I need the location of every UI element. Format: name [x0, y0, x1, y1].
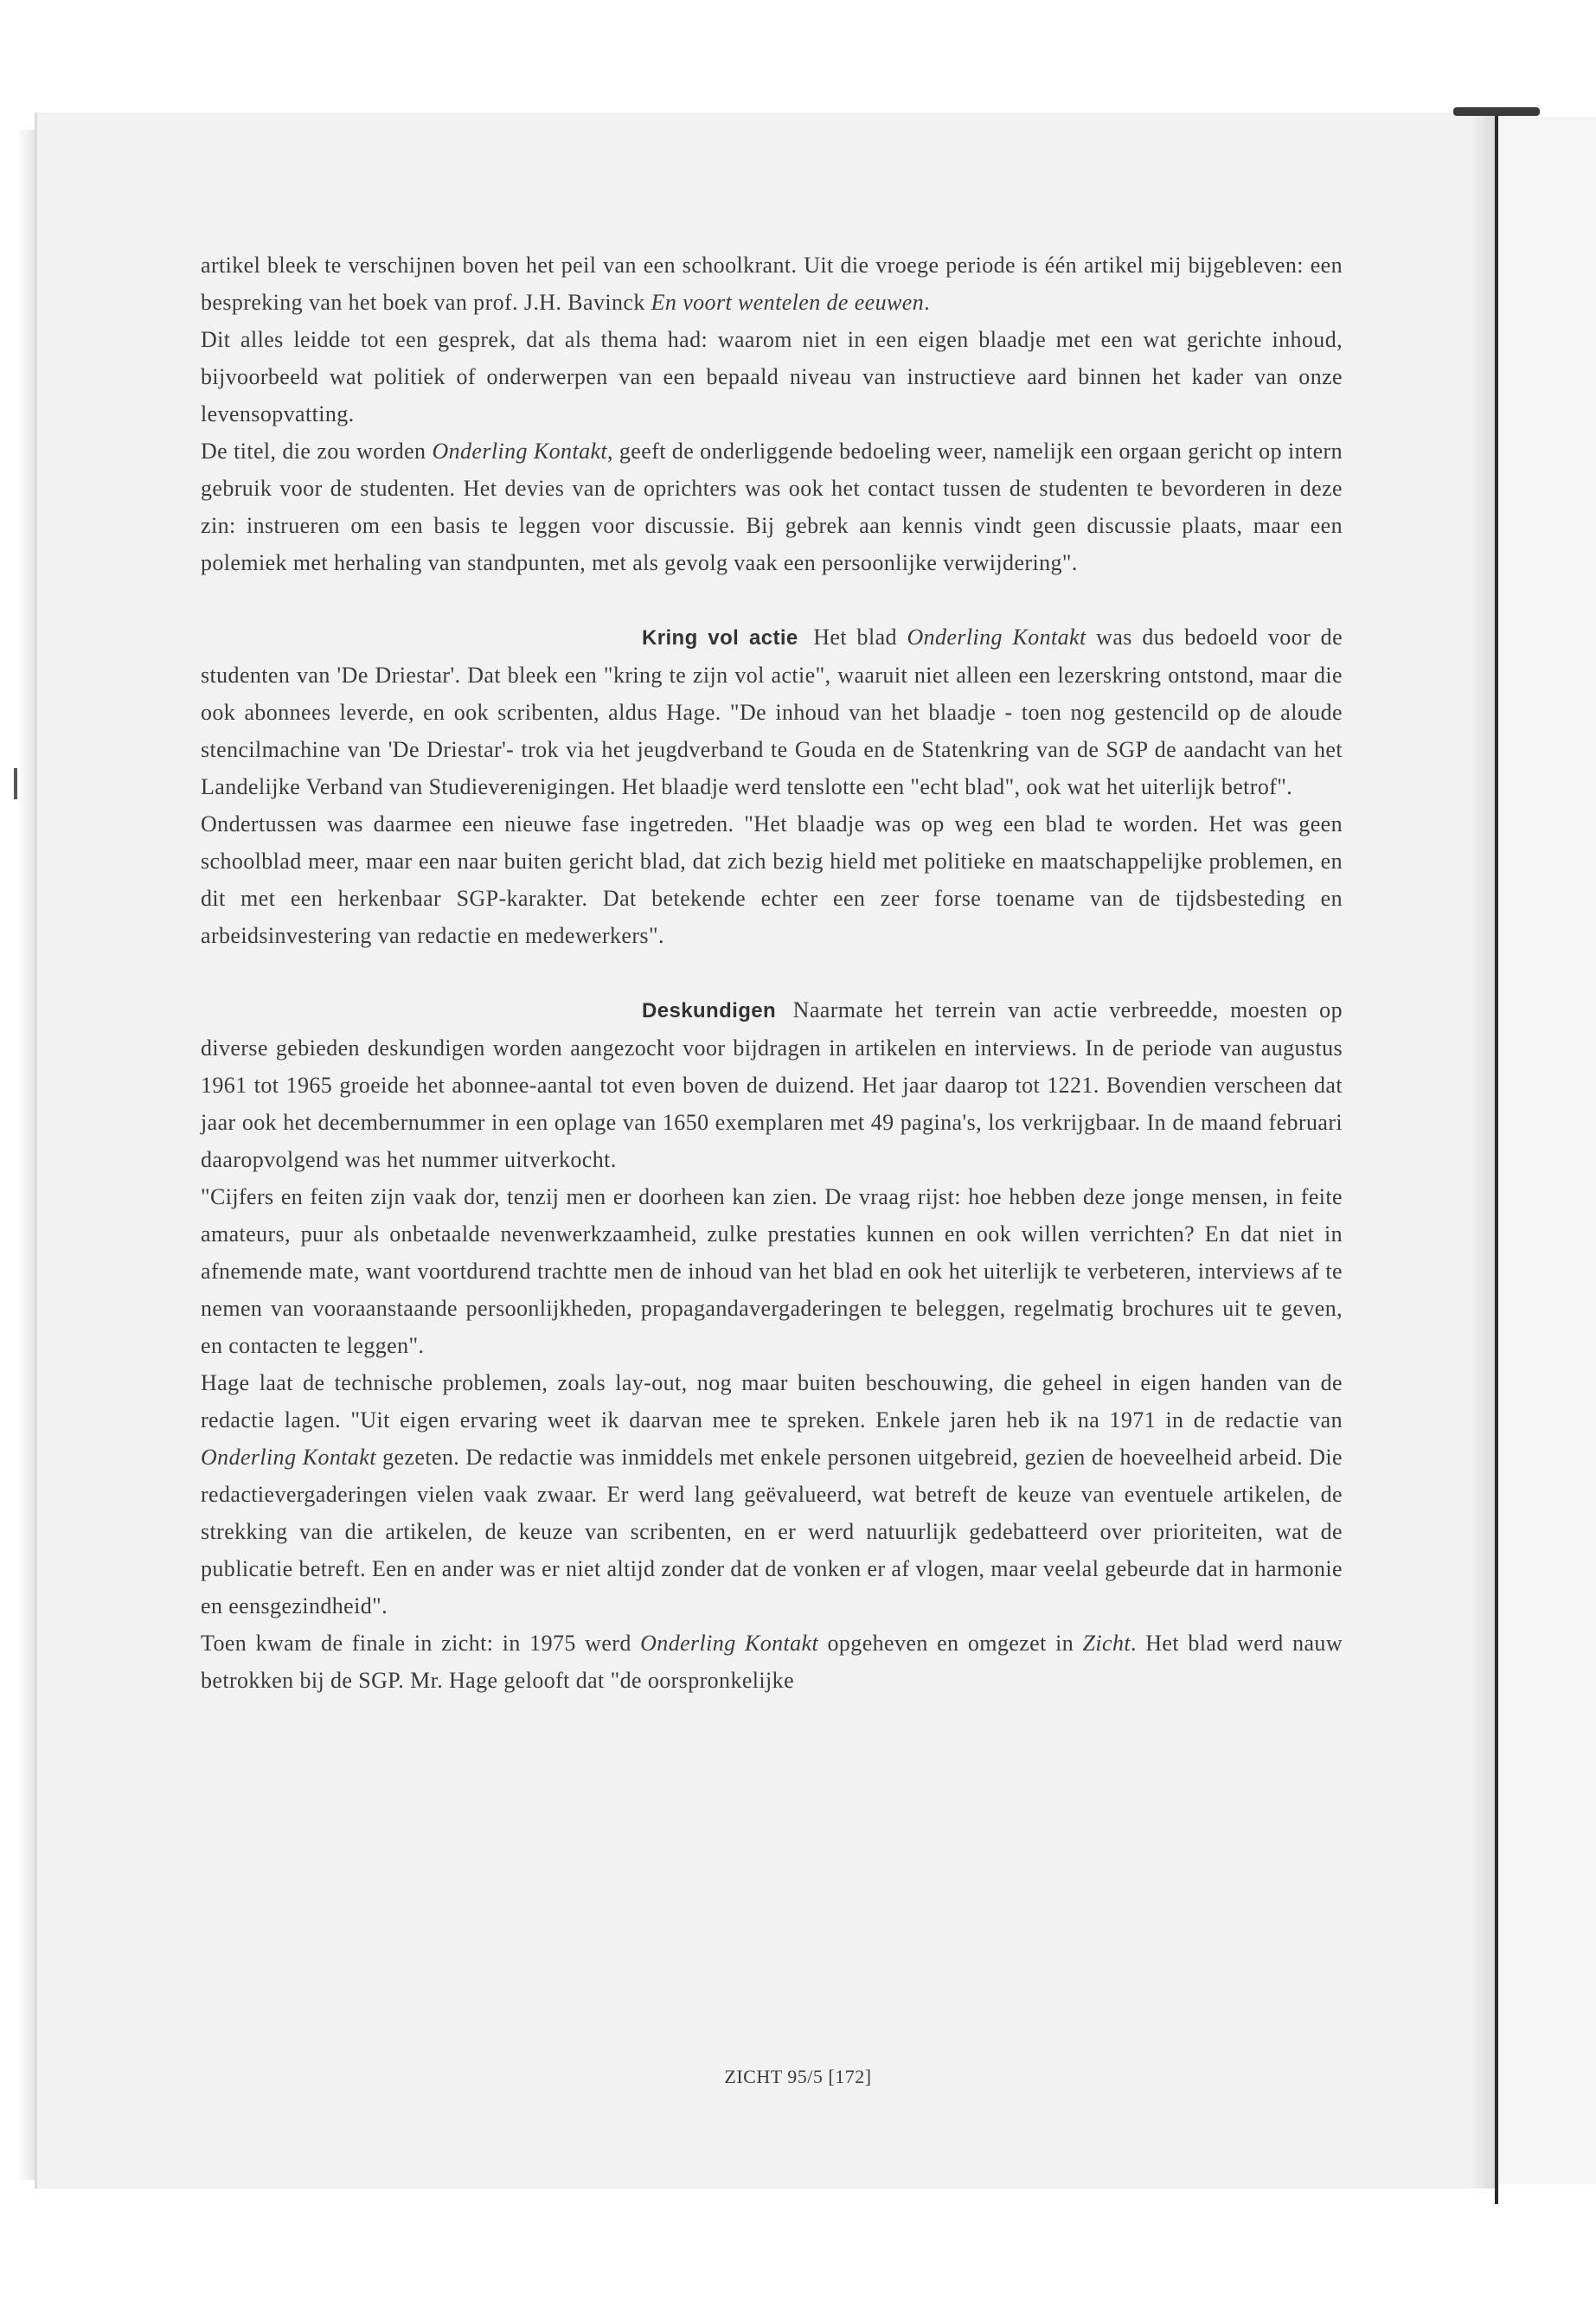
paragraph: Deskundigen Naarmate het terrein van actie verbreedde, moesten op diverse gebieden deskundigen worden aangezocht voor bijdragen in artikelen en interviews. In de periode van augustus 1961 tot 1965 groeide het abonnee-aantal tot even boven de duizend. Het jaar daarop tot 1221. Bovendien verscheen dat jaar ook het decembernummer in een oplage van 1650 exemplaren met 49 pagina's, los verkrijgbaar. In de maand februari daaropvolgend was het nummer uitverkocht.	[201, 997, 1343, 1172]
margin-mark	[14, 768, 17, 799]
binding-clip	[1453, 107, 1540, 116]
magazine-title: Onderling Kontakt	[432, 439, 608, 464]
section-kring-vol-actie	[201, 619, 1343, 954]
article-body	[201, 247, 1343, 1699]
paragraph: "Cijfers en feiten zijn vaak dor, tenzij men er doorheen kan zien. De vraag rijst: hoe hebben deze jonge mensen, in feite amateurs, puur als onbetaalde nevenwerkzaamheid, zulke prestaties kunnen en ook willen verrichten? En dat niet in afnemende mate, want voortdurend trachtte men de inhoud van het blad en ook het uiterlijk te verbeteren, interviews af te nemen van vooraanstaande persoonlijkheden, propagandavergaderingen te beleggen, regelmatig brochures uit te geven, en contacten te leggen".	[201, 1184, 1343, 1358]
book-title: En voort wentelen de eeuwen	[651, 290, 925, 315]
paragraph: Dit alles leidde tot een gesprek, dat als thema had: waarom niet in een eigen blaadje met een wat gerichte inhoud, bijvoorbeeld wat politiek of onderwerpen van een bepaald niveau van instructieve aard binnen het kader van onze levensopvatting.	[201, 327, 1343, 426]
spine-shading	[1471, 112, 1495, 2189]
page-edge-shadow	[17, 130, 35, 2180]
section-heading: Kring vol actie	[642, 626, 798, 650]
paragraph: Toen kwam de finale in zicht: in 1975 werd Onderling Kontakt opgeheven en omgezet in Zicht. Het blad werd nauw betrokken bij de SGP. Mr. Hage gelooft dat "de oorspronkelijke	[201, 1631, 1343, 1693]
magazine-title: Onderling Kontakt	[640, 1631, 819, 1656]
section-deskundigen	[201, 991, 1343, 1699]
paragraph: Kring vol actie Het blad Onderling Kontakt was dus bedoeld voor de studenten van 'De Driestar'. Dat bleek een "kring te zijn vol actie", waaruit niet alleen een lezerskring ontstond, maar die ook abonnees leverde, en ook scribenten, aldus Hage. "De inhoud van het blaadje - toen nog gestencild op de aloude stencilmachine van 'De Driestar'- trok via het jeugdverband te Gouda en de Statenkring van de SGP de aandacht van het Landelijke Verband van Studieverenigingen. Het blaadje werd tenslotte een "echt blad", ook wat het uiterlijk betrof".	[201, 625, 1343, 799]
paragraph: De titel, die zou worden Onderling Kontakt, geeft de onderliggende bedoeling weer, namelijk een orgaan gericht op intern gebruik voor de studenten. Het devies van de oprichters was ook het contact tussen de studenten te bevorderen in deze zin: instrueren om een basis te leggen voor discussie. Bij gebrek aan kennis vindt geen discussie plaats, maar een polemiek met herhaling van standpunten, met als gevolg vaak een persoonlijke verwijdering".	[201, 439, 1343, 575]
paragraph: Hage laat de technische problemen, zoals lay-out, nog maar buiten beschouwing, die geheel in eigen handen van de redactie lagen. "Uit eigen ervaring weet ik daarvan mee te spreken. Enkele jaren heb ik na 1971 in de redactie van Onderling Kontakt gezeten. De redactie was inmiddels met enkele personen uitgebreid, gezien de hoeveelheid arbeid. Die redactievergaderingen vielen vaak zwaar. Er werd lang geëvalueerd, wat betreft de keuze van eventuele artikelen, de strekking van die artikelen, de keuze van scribenten, en er werd natuurlijk gedebatteerd over prioriteiten, wat de publicatie betreft. Een en ander was er niet altijd zonder dat de vonken er af vlogen, maar veelal gebeurde dat in harmonie en eensgezindheid".	[201, 1370, 1343, 1618]
magazine-title: Zicht	[1082, 1631, 1131, 1656]
section-heading: Deskundigen	[642, 999, 777, 1022]
paragraph: artikel bleek te verschijnen boven het peil van een schoolkrant. Uit die vroege periode is één artikel mij bijgebleven: een bespreking van het boek van prof. J.H. Bavinck En voort wentelen de eeuwen.	[201, 253, 1343, 315]
magazine-title: Onderling Kontakt	[907, 625, 1086, 650]
adjacent-page	[1497, 117, 1596, 2184]
binding-spine	[1495, 111, 1498, 2204]
page-folio: ZICHT 95/5 [172]	[724, 2066, 872, 2087]
paragraph: Ondertussen was daarmee een nieuwe fase ingetreden. "Het blaadje was op weg een blad te worden. Het was geen schoolblad meer, maar een naar buiten gericht blad, dat zich bezig hield met politieke en maatschappelijke problemen, en dit met een herkenbaar SGP-karakter. Dat betekende echter een zeer forse toename van de tijdsbesteding en arbeidsinvestering van redactie en medewerkers".	[201, 811, 1343, 948]
magazine-title: Onderling Kontakt	[201, 1445, 376, 1470]
